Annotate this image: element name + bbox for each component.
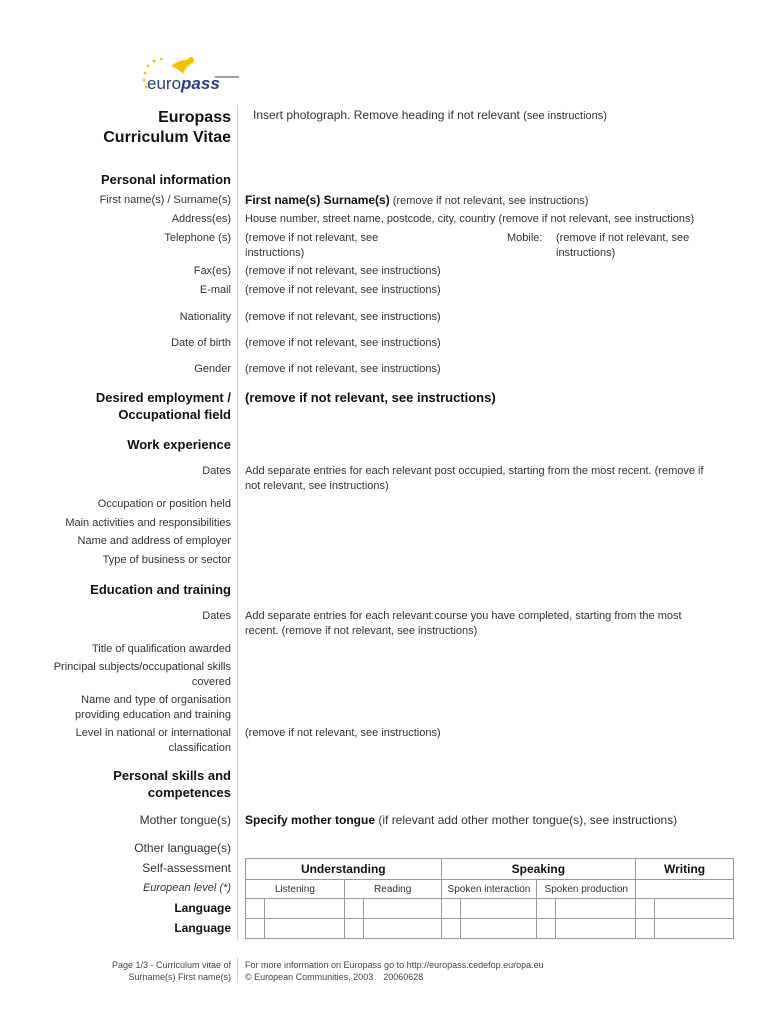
footer-left — [112, 959, 231, 983]
listening-header: Listening — [246, 880, 345, 899]
european-level-label: European level (*) — [142, 882, 231, 894]
table-cell[interactable] — [556, 899, 636, 919]
dob-value: (remove if not relevant, see instructions) — [245, 337, 441, 349]
qualification-label: Title of qualification awarded — [91, 643, 231, 655]
speaking-header: Speaking — [441, 859, 636, 880]
level-label: Level in national or international classification — [75, 727, 231, 754]
occupation-label: Occupation or position held — [97, 498, 231, 510]
other-language-label: Other language(s) — [134, 841, 231, 855]
table-header-row — [246, 859, 734, 880]
mother-tongue-bold: Specify mother tongue — [245, 813, 376, 827]
footer-page-info: Page 1/3 - Curriculum vitae of — [111, 960, 231, 970]
table-subheader-row — [246, 880, 734, 899]
skills-heading-line1: Personal skills and — [113, 768, 231, 783]
table-row — [246, 899, 734, 919]
table-cell[interactable] — [655, 899, 734, 919]
spoken-production-header: Spoken production — [537, 880, 636, 899]
mother-tongue-rest: (if relevant add other mother tongue(s), see instructions) — [378, 813, 678, 827]
table-cell[interactable] — [246, 899, 265, 919]
table-cell[interactable] — [441, 919, 460, 939]
footer-info-link[interactable]: For more information on Europass go to http://europass.cedefop.europa.eu — [245, 960, 544, 970]
nationality-value: (remove if not relevant, see instructions) — [245, 311, 441, 323]
language-label-2: Language — [174, 921, 231, 935]
table-cell[interactable] — [636, 919, 655, 939]
column-divider — [237, 105, 238, 940]
cv-title-line1: Europass — [158, 109, 231, 126]
table-cell[interactable] — [246, 919, 265, 939]
activities-label: Main activities and responsibilities — [65, 517, 231, 529]
business-label: Type of business or sector — [102, 554, 231, 566]
table-cell[interactable] — [460, 919, 537, 939]
table-cell[interactable] — [441, 899, 460, 919]
table-cell[interactable] — [537, 919, 556, 939]
email-label: E-mail — [199, 284, 231, 296]
email-value: (remove if not relevant, see instructions) — [245, 284, 441, 296]
footer-copyright: © European Communities, 2003 20060628 — [245, 972, 424, 982]
table-cell[interactable] — [264, 919, 344, 939]
table-cell[interactable] — [264, 899, 344, 919]
dob-label: Date of birth — [171, 337, 231, 349]
desired-heading-line2: Occupational field — [118, 407, 231, 422]
footer-right — [245, 959, 544, 983]
work-dates-label: Dates — [202, 465, 231, 477]
name-label: First name(s) / Surname(s) — [99, 194, 231, 206]
language-assessment-table — [245, 858, 734, 939]
table-cell[interactable] — [363, 899, 441, 919]
self-assessment-label: Self-assessment — [142, 861, 231, 875]
edu-dates-label: Dates — [202, 610, 231, 622]
name-value-main: First name(s) Surname(s) — [245, 193, 390, 207]
table-cell[interactable] — [344, 919, 363, 939]
address-value: House number, street name, postcode, city, country (remove if not relevant, see instructions) — [245, 213, 695, 225]
writing-subheader — [636, 880, 734, 899]
section-personal-information: Personal information — [100, 172, 231, 187]
employer-label: Name and address of employer — [77, 535, 231, 547]
nationality-label: Nationality — [179, 311, 231, 323]
desired-value: (remove if not relevant, see instructions) — [245, 390, 496, 405]
writing-header: Writing — [636, 859, 734, 880]
name-value-hint: (remove if not relevant, see instructions) — [392, 195, 589, 207]
table-cell[interactable] — [655, 919, 734, 939]
understanding-header: Understanding — [246, 859, 442, 880]
language-label-1: Language — [174, 901, 231, 915]
logo-text-light: euro — [147, 74, 182, 93]
mobile-value: (remove if not relevant, see instructions) — [556, 232, 690, 259]
table-cell[interactable] — [363, 919, 441, 939]
table-cell[interactable] — [344, 899, 363, 919]
edu-dates-value: Add separate entries for each relevant course you have completed, starting from the most recent. (remove if not relevant, see instructions) — [245, 610, 682, 637]
mother-tongue-label: Mother tongue(s) — [139, 813, 231, 827]
photo-placeholder — [253, 108, 607, 122]
organisation-label: Name and type of organisation providing education and training — [75, 694, 231, 721]
level-value: (remove if not relevant, see instructions) — [245, 727, 441, 739]
address-label: Address(es) — [171, 213, 231, 225]
photo-hint: (see instructions) — [523, 110, 607, 122]
europass-logo — [135, 52, 240, 97]
section-desired-employment — [96, 389, 231, 423]
fax-label: Fax(es) — [193, 265, 231, 277]
skills-heading-line2: competences — [147, 785, 231, 800]
mother-tongue-value — [245, 813, 677, 828]
cv-title — [103, 108, 231, 148]
footer-name: Surname(s) First name(s) — [128, 972, 231, 982]
desired-heading-line1: Desired employment / — [95, 390, 231, 405]
reading-header: Reading — [344, 880, 441, 899]
mobile-label: Mobile: — [507, 232, 543, 244]
spoken-interaction-header: Spoken interaction — [441, 880, 537, 899]
table-cell[interactable] — [537, 899, 556, 919]
photo-text: Insert photograph. Remove heading if not relevant — [253, 108, 520, 122]
name-value — [245, 193, 588, 209]
fax-value: (remove if not relevant, see instructions) — [245, 265, 441, 277]
section-education-training: Education and training — [90, 582, 231, 597]
telephone-value: (remove if not relevant, see instructions) — [245, 232, 379, 259]
table-cell[interactable] — [556, 919, 636, 939]
table-cell[interactable] — [460, 899, 537, 919]
gender-value: (remove if not relevant, see instructions) — [245, 363, 441, 375]
telephone-label: Telephone (s) — [164, 232, 231, 244]
table-cell[interactable] — [636, 899, 655, 919]
logo-text-bold: pass — [181, 74, 220, 93]
cv-title-line2: Curriculum Vitae — [103, 129, 231, 146]
table-row — [246, 919, 734, 939]
footer-divider — [237, 958, 238, 982]
subjects-label: Principal subjects/occupational skills covered — [53, 661, 231, 688]
section-work-experience: Work experience — [127, 437, 231, 452]
work-dates-value: Add separate entries for each relevant post occupied, starting from the most recent. (remove if not relevant, see instructions) — [245, 465, 704, 492]
section-personal-skills — [113, 767, 231, 801]
gender-label: Gender — [194, 363, 231, 375]
